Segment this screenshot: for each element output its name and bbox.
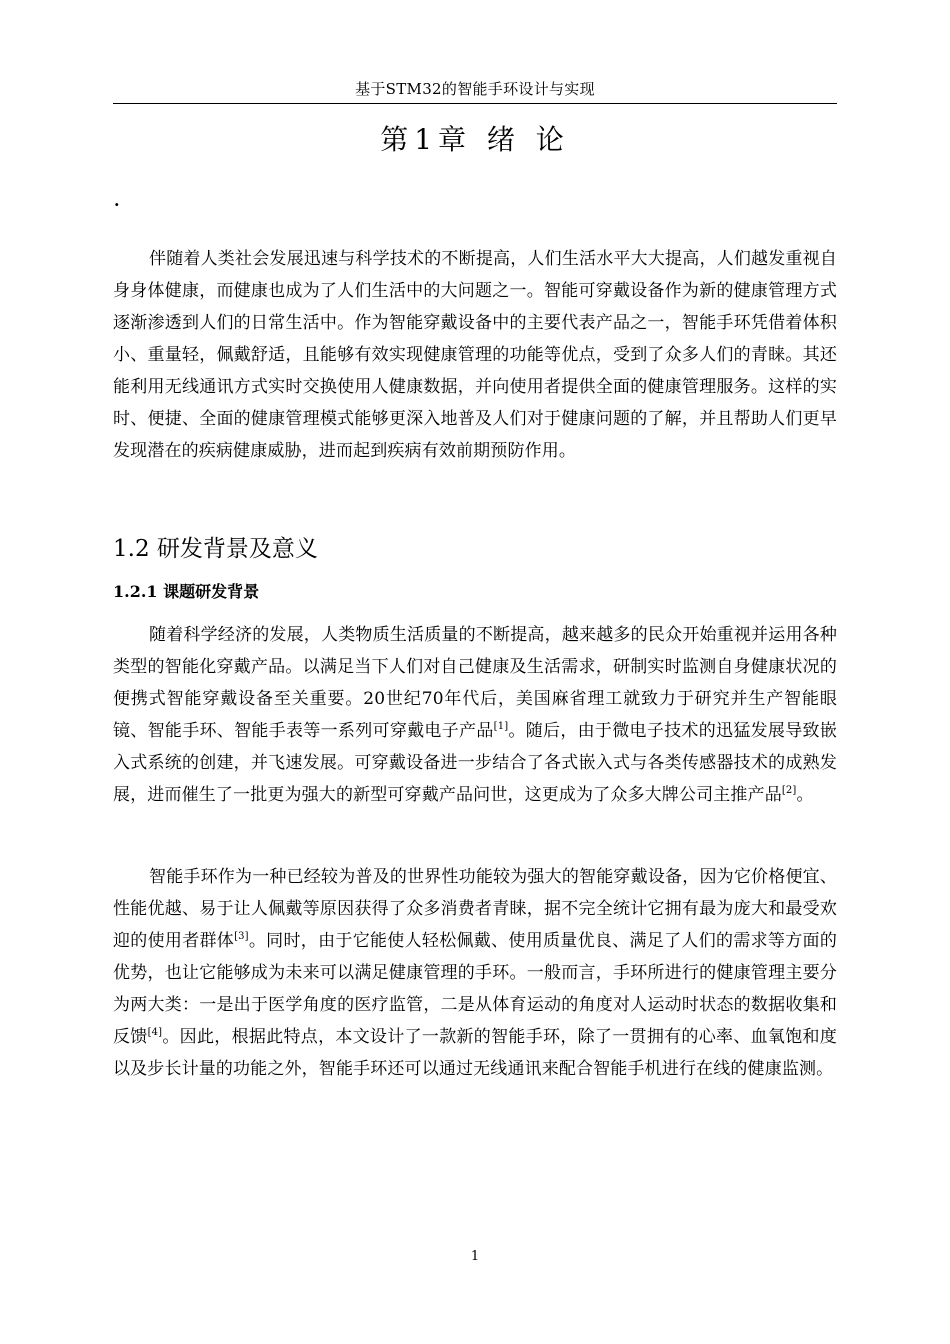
subsection-heading-1-2-1: 1.2.1 课题研发背景 [113, 582, 260, 601]
running-header: 基于STM32的智能手环设计与实现 [355, 80, 595, 98]
paragraph-text: 。因此，根据此特点，本文设计了一款新的智能手环，除了一贯拥有的心率、血氧饱和度以及步长计量的功能之外，智能手环还可以通过无线通讯来配合智能手机进行在线的健康监测。 [113, 1027, 837, 1079]
citation-ref-2[interactable]: [2] [781, 785, 797, 796]
paragraph-text: 。同时，由于它能使人轻松佩戴、使用质量优良、满足了人们的需求等方面的优势，也让它能够成为未来可以满足健康管理的手环。一般而言，手环所进行的健康管理主要分为两大类：一是出于医学角度的医疗监管，二是从体育运动的角度对人运动时状态的数据收集和反馈 [113, 931, 837, 1047]
citation-ref-1[interactable]: [1] [493, 721, 509, 732]
header-rule [113, 103, 837, 104]
paragraph-text: 智能手环作为一种已经较为普及的世界性功能较为强大的智能穿戴设备，因为它价格便宜、性能优越、易于让人佩戴等原因获得了众多消费者青睐，据不完全统计它拥有最为庞大和最受欢迎的使用者群体 [113, 867, 837, 951]
section-heading-1-2: 1.2 研发背景及意义 [113, 536, 318, 562]
background-paragraph-1 [113, 619, 837, 811]
paragraph-text: 随着科学经济的发展，人类物质生活质量的不断提高，越来越多的民众开始重视并运用各种类型的智能化穿戴产品。以满足当下人们对自己健康及生活需求，研制实时监测自身健康状况的便携式智能穿戴设备至关重要。20世纪70年代后，美国麻省理工就致力于研究并生产智能眼镜、智能手环、智能手表等一系列可穿戴电子产品 [113, 625, 837, 741]
chapter-title: 第1章 绪 论 [380, 123, 570, 156]
background-paragraph-2 [113, 861, 837, 1085]
intro-paragraph: 伴随着人类社会发展迅速与科学技术的不断提高，人们生活水平大大提高，人们越发重视自身身体健康，而健康也成为了人们生活中的大问题之一。智能可穿戴设备作为新的健康管理方式逐渐渗透到人们的日常生活中。作为智能穿戴设备中的主要代表产品之一，智能手环凭借着体积小、重量轻，佩戴舒适，且能够有效实现健康管理的功能等优点，受到了众多人们的青睐。其还能利用无线通讯方式实时交换使用人健康数据，并向使用者提供全面的健康管理服务。这样的实时、便捷、全面的健康管理模式能够更深入地普及人们对于健康问题的了解，并且帮助人们更早发现潜在的疾病健康威胁，进而起到疾病有效前期预防作用。 [113, 249, 837, 461]
paragraph-text: 。 [796, 785, 814, 805]
page-number: 1 [470, 1249, 480, 1264]
citation-ref-4[interactable]: [4] [147, 1027, 163, 1038]
citation-ref-3[interactable]: [3] [234, 931, 249, 942]
paragraph-text: 。随后，由于微电子技术的迅猛发展导致嵌入式系统的创建，并飞速发展。可穿戴设备进一步结合了各式嵌入式与各类传感器技术的成熟发展，进而催生了一批更为强大的新型可穿戴产品问世，这更成为了众多大牌公司主推产品 [113, 721, 837, 805]
section-1-1-marker: . [114, 191, 120, 210]
